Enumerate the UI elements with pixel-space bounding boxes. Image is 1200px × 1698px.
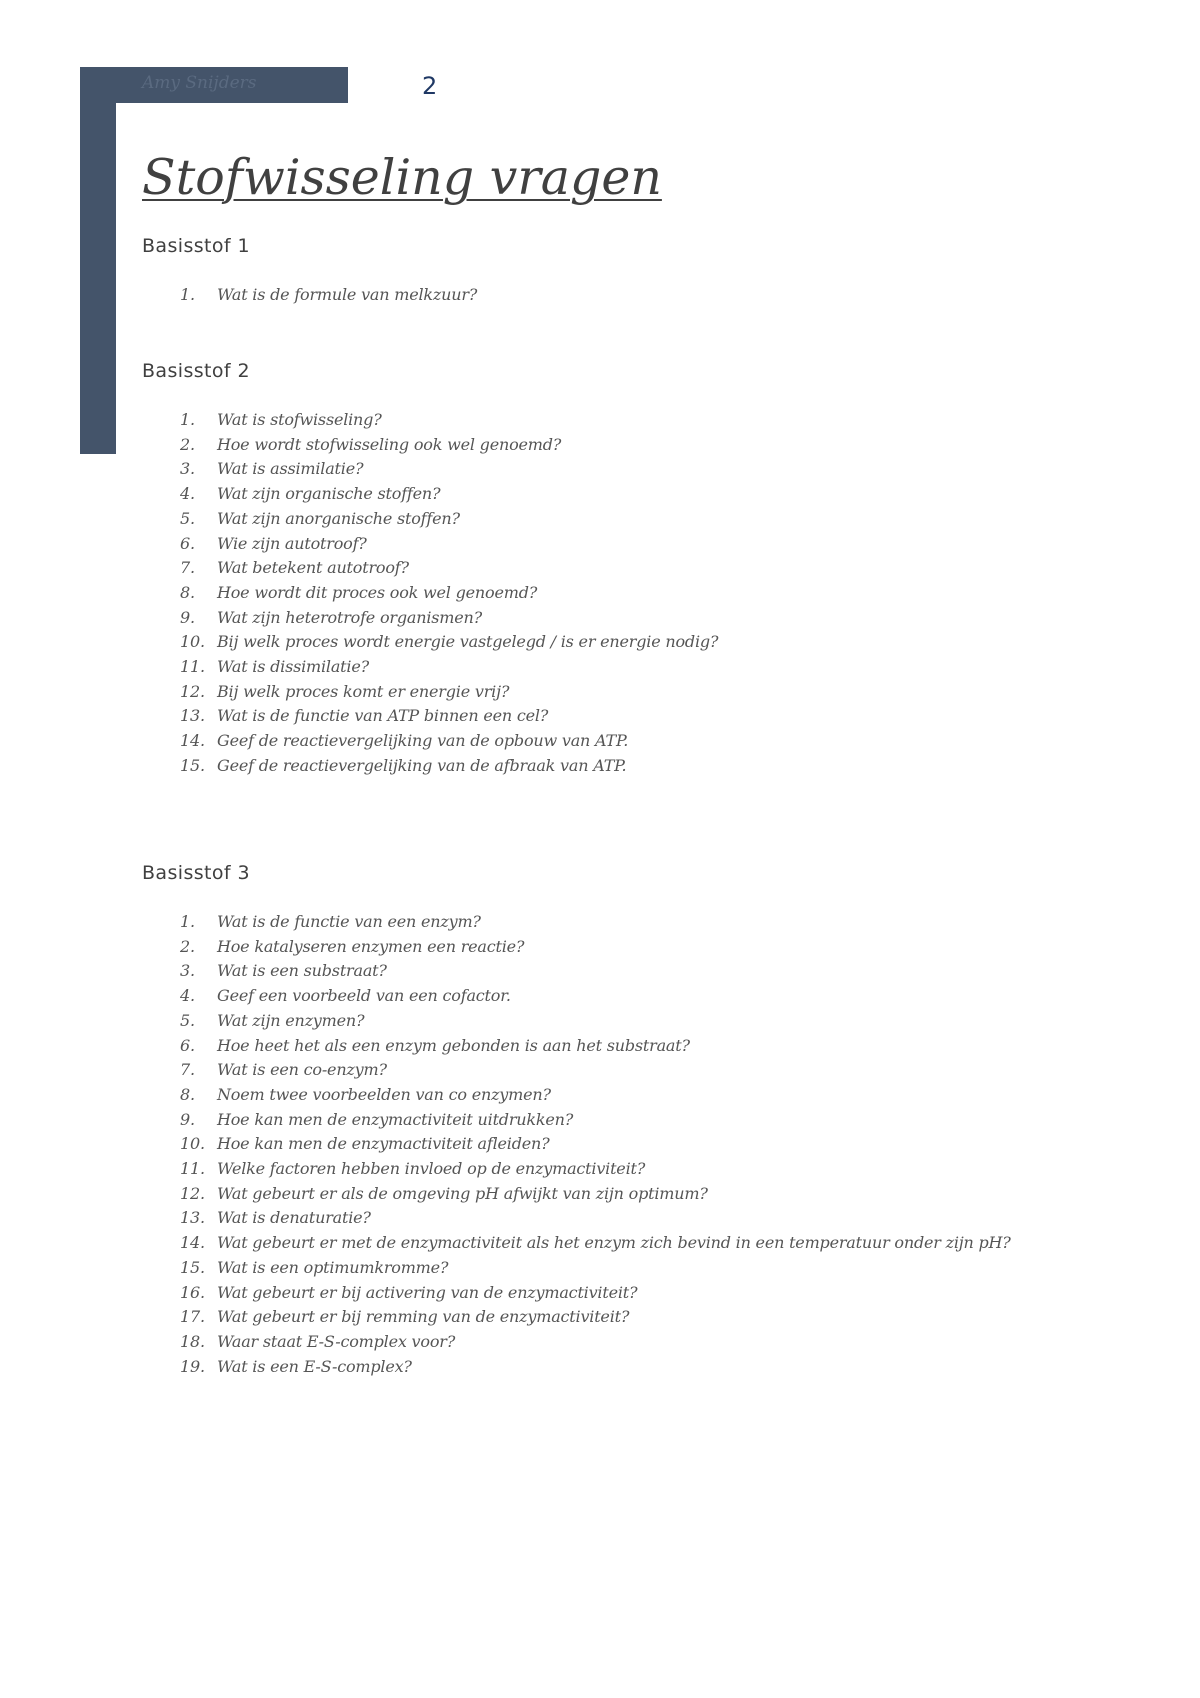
page-title: Stofwisseling vragen xyxy=(142,149,662,206)
question-number: 2. xyxy=(180,434,195,454)
question-text: Wat gebeurt er als de omgeving pH afwijkt van zijn optimum? xyxy=(217,1183,708,1203)
question-number: 8. xyxy=(180,582,195,602)
question-text: Wat is dissimilatie? xyxy=(217,657,369,677)
page-number: 2 xyxy=(422,72,438,100)
question-text: Hoe wordt stofwisseling ook wel genoemd? xyxy=(217,434,562,454)
question-item xyxy=(142,1157,1102,1182)
question-text: Noem twee voorbeelden van co enzymen? xyxy=(217,1084,551,1104)
question-list xyxy=(142,408,1102,779)
question-item xyxy=(142,1108,1102,1133)
question-item xyxy=(142,283,1102,308)
question-text: Wat zijn enzymen? xyxy=(217,1010,365,1030)
question-item xyxy=(142,1305,1102,1330)
question-item xyxy=(142,959,1102,984)
question-number: 13. xyxy=(180,1208,205,1228)
question-text: Wat zijn organische stoffen? xyxy=(217,484,441,504)
question-number: 8. xyxy=(180,1084,195,1104)
question-item xyxy=(142,1281,1102,1306)
question-item xyxy=(142,1009,1102,1034)
section-basisstof-1 xyxy=(142,233,1102,308)
question-number: 14. xyxy=(180,731,205,751)
question-item xyxy=(142,1330,1102,1355)
question-number: 7. xyxy=(180,1060,195,1080)
question-item xyxy=(142,754,1102,779)
question-number: 15. xyxy=(180,755,205,775)
question-text: Wat is een E-S-complex? xyxy=(217,1356,412,1376)
question-number: 6. xyxy=(180,533,195,553)
question-number: 19. xyxy=(180,1356,205,1376)
question-number: 4. xyxy=(180,484,195,504)
section-basisstof-3 xyxy=(142,860,1102,1379)
question-number: 5. xyxy=(180,508,195,528)
question-text: Hoe katalyseren enzymen een reactie? xyxy=(217,936,525,956)
question-number: 11. xyxy=(180,657,205,677)
question-number: 10. xyxy=(180,1134,205,1154)
question-item xyxy=(142,457,1102,482)
question-text: Wat is een co-enzym? xyxy=(217,1060,387,1080)
question-item xyxy=(142,704,1102,729)
section-heading: Basisstof 3 xyxy=(142,862,250,884)
question-text: Wat gebeurt er bij activering van de enzymactiviteit? xyxy=(217,1282,638,1302)
question-item xyxy=(142,1206,1102,1231)
question-number: 1. xyxy=(180,285,195,304)
question-item xyxy=(142,1182,1102,1207)
question-item xyxy=(142,680,1102,705)
question-text: Wat is de functie van een enzym? xyxy=(217,912,481,931)
question-item xyxy=(142,655,1102,680)
question-number: 12. xyxy=(180,1183,205,1203)
question-number: 4. xyxy=(180,986,195,1006)
question-text: Wat zijn anorganische stoffen? xyxy=(217,508,460,528)
question-item xyxy=(142,1231,1102,1256)
question-item xyxy=(142,581,1102,606)
question-item xyxy=(142,1058,1102,1083)
question-text: Wat is de functie van ATP binnen een cel? xyxy=(217,706,549,726)
question-text: Wie zijn autotroof? xyxy=(217,533,367,553)
question-number: 9. xyxy=(180,1109,195,1129)
question-number: 11. xyxy=(180,1159,205,1179)
question-number: 17. xyxy=(180,1307,205,1327)
question-item xyxy=(142,556,1102,581)
question-text: Wat is denaturatie? xyxy=(217,1208,371,1228)
question-text: Waar staat E-S-complex voor? xyxy=(217,1331,456,1351)
question-item xyxy=(142,482,1102,507)
question-text: Wat is een optimumkromme? xyxy=(217,1257,449,1277)
question-item xyxy=(142,532,1102,557)
question-list xyxy=(142,283,1102,308)
question-text: Geef de reactievergelijking van de afbraak van ATP. xyxy=(217,755,627,775)
question-list xyxy=(142,910,1102,1379)
question-item xyxy=(142,408,1102,433)
question-number: 12. xyxy=(180,681,205,701)
section-heading: Basisstof 1 xyxy=(142,235,250,257)
question-number: 18. xyxy=(180,1331,205,1351)
question-number: 1. xyxy=(180,410,195,429)
question-item xyxy=(142,433,1102,458)
question-text: Wat is assimilatie? xyxy=(217,459,364,479)
question-text: Hoe heet het als een enzym gebonden is aan het substraat? xyxy=(217,1035,690,1055)
question-number: 1. xyxy=(180,912,195,931)
question-text: Hoe wordt dit proces ook wel genoemd? xyxy=(217,582,538,602)
question-number: 2. xyxy=(180,936,195,956)
author-name: Amy Snijders xyxy=(142,73,257,93)
question-text: Geef de reactievergelijking van de opbouw van ATP. xyxy=(217,731,629,751)
question-text: Wat is de formule van melkzuur? xyxy=(217,285,478,304)
question-item xyxy=(142,1034,1102,1059)
question-number: 15. xyxy=(180,1257,205,1277)
question-item xyxy=(142,630,1102,655)
question-text: Hoe kan men de enzymactiviteit afleiden? xyxy=(217,1134,550,1154)
question-number: 3. xyxy=(180,961,195,981)
question-text: Wat is een substraat? xyxy=(217,961,387,981)
question-text: Bij welk proces komt er energie vrij? xyxy=(217,681,510,701)
question-item xyxy=(142,910,1102,935)
question-number: 9. xyxy=(180,607,195,627)
question-number: 7. xyxy=(180,558,195,578)
question-text: Geef een voorbeeld van een cofactor. xyxy=(217,986,511,1006)
question-text: Wat is stofwisseling? xyxy=(217,410,382,429)
question-text: Bij welk proces wordt energie vastgelegd / is er energie nodig? xyxy=(217,632,719,652)
question-text: Wat betekent autotroof? xyxy=(217,558,409,578)
question-item xyxy=(142,729,1102,754)
question-number: 10. xyxy=(180,632,205,652)
question-text: Wat zijn heterotrofe organismen? xyxy=(217,607,482,627)
question-item xyxy=(142,1256,1102,1281)
question-item xyxy=(142,984,1102,1009)
question-text: Wat gebeurt er met de enzymactiviteit als het enzym zich bevind in een temperatuur onder zijn pH? xyxy=(217,1233,1011,1253)
question-text: Wat gebeurt er bij remming van de enzymactiviteit? xyxy=(217,1307,630,1327)
question-number: 6. xyxy=(180,1035,195,1055)
question-text: Hoe kan men de enzymactiviteit uitdrukken? xyxy=(217,1109,574,1129)
question-item xyxy=(142,507,1102,532)
question-number: 14. xyxy=(180,1233,205,1253)
question-item xyxy=(142,606,1102,631)
header-band-vertical xyxy=(80,67,116,454)
question-number: 3. xyxy=(180,459,195,479)
question-number: 13. xyxy=(180,706,205,726)
question-item xyxy=(142,1132,1102,1157)
section-basisstof-2 xyxy=(142,358,1102,779)
section-heading: Basisstof 2 xyxy=(142,360,250,382)
question-number: 5. xyxy=(180,1010,195,1030)
question-item xyxy=(142,935,1102,960)
question-text: Welke factoren hebben invloed op de enzymactiviteit? xyxy=(217,1159,646,1179)
question-item xyxy=(142,1355,1102,1380)
question-number: 16. xyxy=(180,1282,205,1302)
question-item xyxy=(142,1083,1102,1108)
